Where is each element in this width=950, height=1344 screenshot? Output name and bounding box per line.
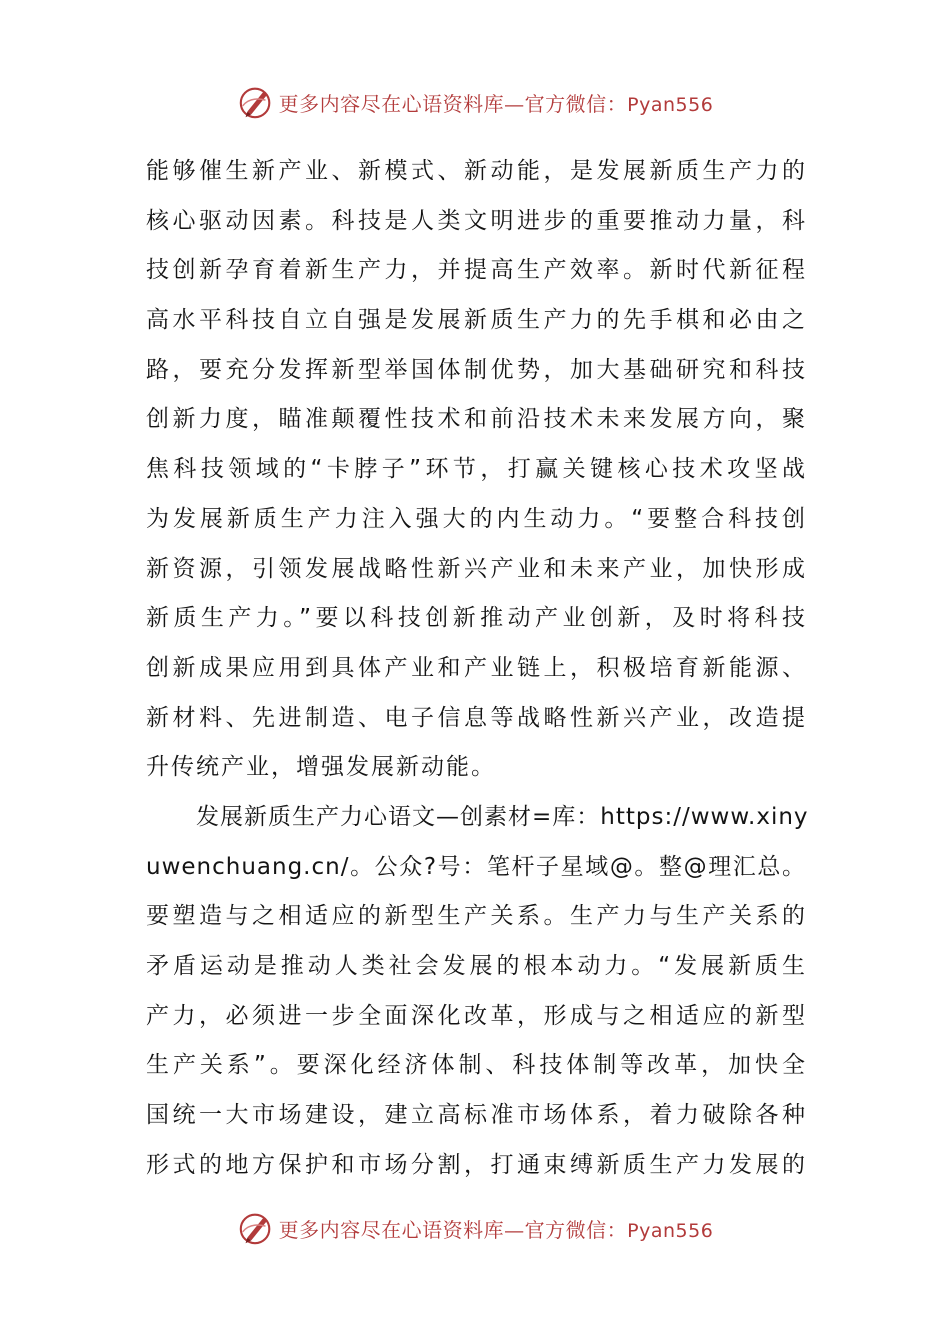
text-line: 升传统产业，增强发展新动能。	[146, 754, 496, 781]
footer-banner-text	[279, 1214, 714, 1243]
pen-logo-icon	[237, 1209, 275, 1247]
header-banner-label: 更多内容尽在心语资料库—官方微信：	[278, 91, 628, 116]
text-line: 形式的地方保护和市场分割，打通束缚新质生产力发展的	[146, 1151, 806, 1178]
text-line: 创新成果应用到具体产业和产业链上，积极培育新能源、	[146, 654, 806, 681]
pen-logo-icon	[237, 83, 275, 121]
text-line: 新资源，引领发展战略性新兴产业和未来产业，加快形成	[146, 555, 806, 582]
text-line: 新材料、先进制造、电子信息等战略性新兴产业，改造提	[146, 704, 806, 731]
header-banner	[0, 82, 950, 122]
text-line: uwenchuang.cn/。公众?号：笔杆子星域@。整@理汇总。	[146, 853, 806, 880]
footer-banner-label: 更多内容尽在心语资料库—官方微信：	[278, 1217, 628, 1242]
text-line: 产力，必须进一步全面深化改革，形成与之相适应的新型	[146, 1002, 806, 1029]
text-line: 为发展新质生产力注入强大的内生动力。“要整合科技创	[146, 505, 806, 532]
text-line: 焦科技领域的“卡脖子”环节，打赢关键核心技术攻坚战	[146, 456, 806, 483]
text-line: 核心驱动因素。科技是人类文明进步的重要推动力量，科	[146, 207, 806, 234]
text-line: 路，要充分发挥新型举国体制优势，加大基础研究和科技	[146, 356, 806, 383]
text-line: 国统一大市场建设，建立高标准市场体系，着力破除各种	[146, 1102, 806, 1129]
text-line: 创新力度，瞄准颠覆性技术和前沿技术未来发展方向，聚	[146, 406, 806, 433]
text-line: 高水平科技自立自强是发展新质生产力的先手棋和必由之	[146, 307, 806, 334]
text-line: 新质生产力。”要以科技创新推动产业创新，及时将科技	[146, 605, 806, 632]
document-body	[146, 147, 809, 1190]
text-line: 发展新质生产力心语文—创素材=库：https://www.xiny	[196, 803, 809, 830]
text-line: 生产关系”。要深化经济体制、科技体制等改革，加快全	[146, 1052, 806, 1079]
text-line: 能够催生新产业、新模式、新动能，是发展新质生产力的	[146, 158, 806, 184]
footer-banner	[0, 1208, 950, 1248]
footer-banner-contact: Pyan556	[627, 1219, 714, 1242]
header-banner-contact: Pyan556	[627, 93, 714, 116]
text-line: 技创新孕育着新生产力，并提高生产效率。新时代新征程	[146, 257, 806, 284]
header-banner-text	[279, 88, 714, 117]
text-line: 矛盾运动是推动人类社会发展的根本动力。“发展新质生	[146, 953, 806, 979]
text-line: 要塑造与之相适应的新型生产关系。生产力与生产关系的	[146, 903, 806, 930]
